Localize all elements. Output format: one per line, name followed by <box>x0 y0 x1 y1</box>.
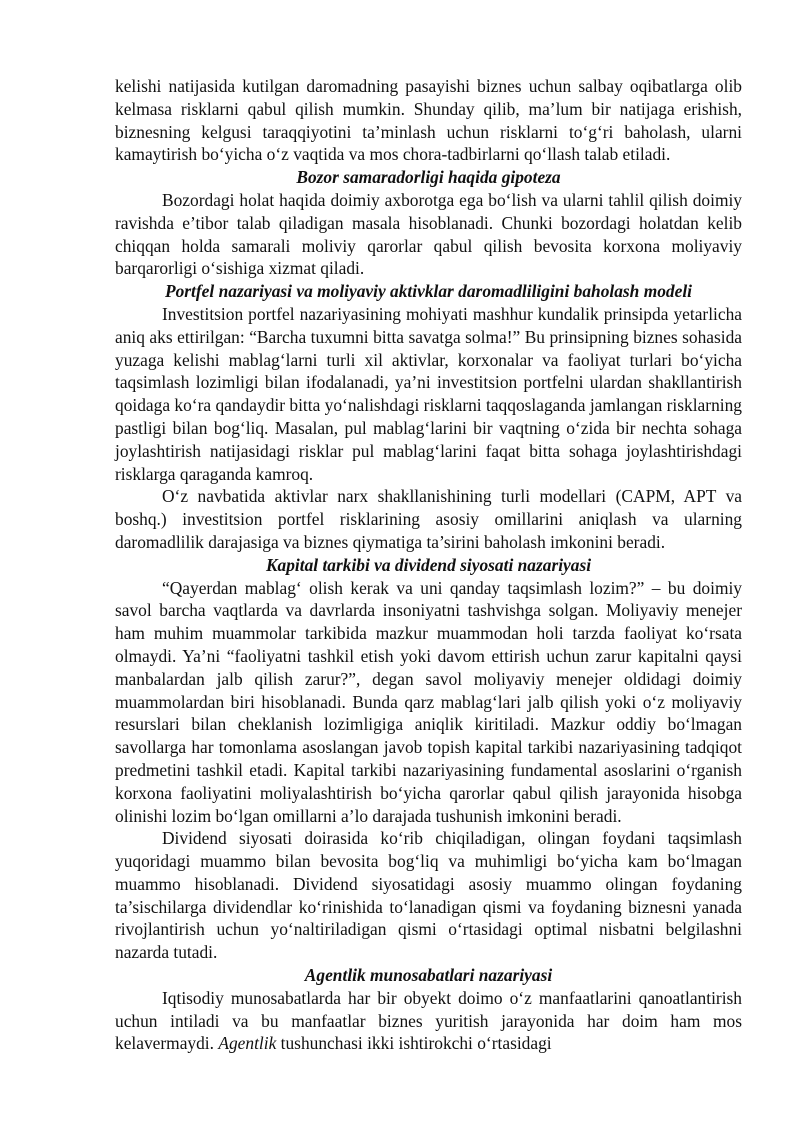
paragraph-intro-continuation: kelishi natijasida kutilgan daromadning pasayishi biznes uchun salbay oqibatlarga olib kelmasa risklarni qabul qilish mumkin. Shunday qilib, ma’lum bir natijaga erishish, biznesning kelgusi taraqqiyotini ta’minlash uchun risklarni to‘g‘ri baholash, ularni kamaytirish bo‘yicha o‘z vaqtida va mos chora-tadbirlarni qo‘llash talab etiladi. <box>115 76 742 165</box>
paragraph-capital-structure: “Qayerdan mablag‘ olish kerak va uni qanday taqsimlash lozim?” – bu doimiy savol barcha vaqtlarda va davrlarda insoniyatni tashvishga solgan. Moliyaviy menejer ham muhim muammolar tarkibida mazkur muammodan holi tarzda faoliyat ko‘rsata olmaydi. Ya’ni “faoliyatni tashkil etish yoki davom ettirish uchun zarur kapitalni qaysi manbalardan jalb qilish zarur?”, degan savol moliyaviy menejer oldidagi doimiy muammolardan biri hisoblanadi. Bunda qarz mablag‘lari jalb qilish yoki o‘z moliyaviy resurslari bilan cheklanish lozimligiga aniqlik kiritiladi. Mazkur oddiy bo‘lmagan savollarga har tomonlama asoslangan javob topish kapital tarkibi nazariyasining tadqiqot predmetini tashkil etadi. Kapital tarkibi nazariyasining fundamental asoslarini o‘rganish korxona faoliyatini moliyalashtirish bo‘yicha qarorlar qabul qilish jarayonida hisobga olinishi lozim bo‘lgan omillarni a’lo darajada tushunish imkonini beradi. <box>115 577 742 826</box>
paragraph-dividend-policy: Dividend siyosati doirasida ko‘rib chiqiladigan, olingan foydani taqsimlash yuqoridagi muammo bilan bevosita bog‘liq va muhimligi bo‘yicha kam bo‘lmagan muammo hisoblanadi. Dividend siyosatidagi asosiy muammo olingan foydaning ta’sischilarga dividendlar ko‘rinishida to‘lanadigan qismi va foydaning biznesni yanada rivojlantirish uchun yo‘naltiriladigan qismi o‘rtasidagi optimal nisbatni belgilashni nazarda tutadi. <box>115 828 742 963</box>
heading-agency-theory: Agentlik munosabatlari nazariyasi <box>304 965 553 986</box>
paragraph-market-efficiency: Bozordagi holat haqida doimiy axborotga ega bo‘lish va ularni tahlil qilish doimiy ravishda e’tibor talab qiladigan masala hisoblanadi. Chunki bozordagi holatdan kelib chiqqan holda samarali moliviy qarorlar qabul qilish bevosita korxona moliyaviy barqarorligi o‘sishiga xizmat qiladi. <box>115 189 742 279</box>
agency-term: Agentlik <box>218 1033 277 1054</box>
heading-capital-structure: Kapital tarkibi va dividend siyosati nazariyasi <box>265 554 592 575</box>
paragraph-pricing-models: O‘z navbatida aktivlar narx shakllanishining turli modellari (CAPM, APT va boshq.) investitsion portfel risklarining asosiy omillarini aniqlash va ularning daromadlilik darajasiga va biznes qiymatiga ta’sirini baholash imkonini beradi. <box>115 486 742 552</box>
heading-portfolio-theory: Portfel nazariyasi va moliyaviy aktivklar daromadliligini baholash modeli <box>164 281 693 302</box>
paragraph-agency-theory <box>115 987 742 1055</box>
heading-market-efficiency: Bozor samaradorligi haqida gipoteza <box>296 167 561 188</box>
paragraph-portfolio-theory: Investitsion portfel nazariyasining mohiyati mashhur kundalik prinsipda yetarlicha aniq aks ettirilgan: “Barcha tuxumni bitta savatga solma!” Bu prinsipning biznes sohasida yuzaga kelishi mablag‘larni turli xil aktivlar, korxonalar va faoliyat turlari bo‘yicha taqsimlash lozimligi bilan ifodalanadi, ya’ni investitsion portfelni ulardan shakllantirish qoidaga ko‘ra qandaydir bitta yo‘nalishdagi risklarni taqqoslaganda jamlangan risklarning pastligi bilan bog‘liq. Masalan, pul mablag‘larini bir vaqtning o‘zida bir nechta sohaga joylashtirish natijasidagi risklar pul mablag‘larini faqat bitta sohaga joylashtirishdagi risklarga qaraganda kamroq. <box>115 303 742 484</box>
document-page <box>115 75 742 1055</box>
agency-text-end: tushunchasi ikki ishtirokchi o‘rtasidagi <box>276 1033 552 1054</box>
agency-text-start: Iqtisodiy munosabatlarda har bir obyekt doimo o‘z manfaatlarini qanoatlantirish uchun intiladi va bu manfaatlar biznes yuritish jarayonida har doim ham mos kelavermaydi. <box>115 987 742 1054</box>
